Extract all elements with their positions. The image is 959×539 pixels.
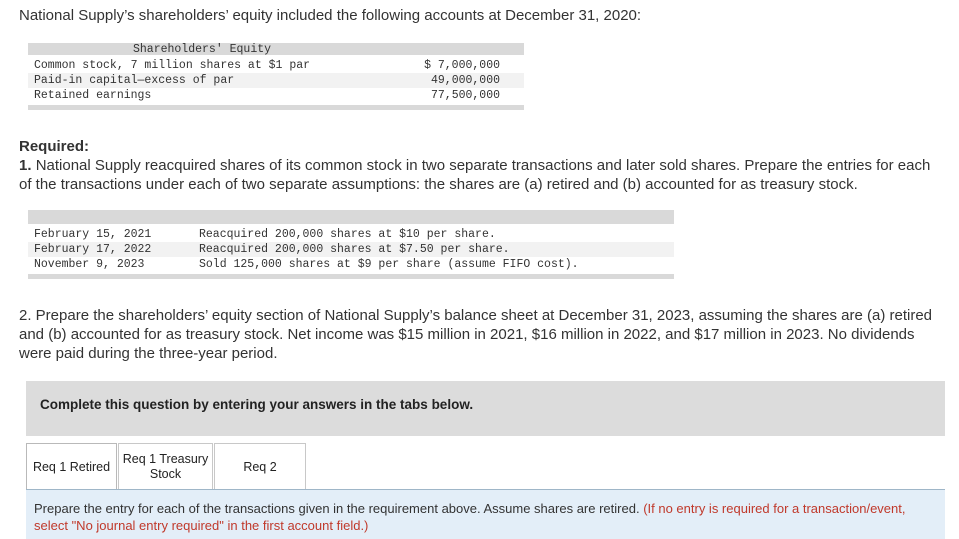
tab-instructions (26, 490, 945, 539)
equity-table-header (28, 43, 524, 55)
tab-label: Req 1 Treasury Stock (122, 452, 209, 481)
equity-table-title: Shareholders' Equity (133, 43, 272, 56)
row-label: Common stock, 7 million shares at $1 par (34, 59, 311, 72)
requirement-1-text: National Supply reacquired shares of its common stock in two separate transactions and later sold shares. Prepare the entries for each of the transactions under each of two separate assumptions: the shares are (a) retired and (b) accounted for as treasury stock. (19, 157, 931, 193)
instructions-banner (26, 381, 945, 436)
intro-text: National Supply’s shareholders’ equity included the following accounts at December 31, 2020: (19, 7, 642, 24)
row-label: Paid-in capital—excess of par (34, 74, 235, 87)
transactions-table (28, 210, 674, 279)
row-label: Retained earnings (34, 89, 152, 102)
transaction-date: February 15, 2021 (34, 228, 152, 241)
complete-question-text: Complete this question by entering your answers in the tabs below. (40, 397, 474, 412)
requirement-1-number: 1. (19, 157, 32, 174)
table-bottom-rule (28, 105, 524, 110)
tab-req-1-retired[interactable] (26, 443, 117, 490)
transactions-table-header (28, 210, 674, 224)
transaction-description: Reacquired 200,000 shares at $7.50 per share. (199, 243, 510, 256)
instruction-text: Prepare the entry for each of the transactions given in the requirement above. Assume shares are retired. (34, 501, 640, 516)
table-row (28, 257, 674, 272)
transaction-description: Reacquired 200,000 shares at $10 per share. (199, 228, 496, 241)
transaction-date: November 9, 2023 (34, 258, 145, 271)
row-amount: $ 7,000,000 (424, 59, 500, 72)
table-row (28, 88, 524, 103)
transaction-description: Sold 125,000 shares at $9 per share (assume FIFO cost). (199, 258, 579, 271)
tab-label: Req 1 Retired (32, 459, 111, 474)
tab-label: Req 2 (243, 459, 277, 474)
row-amount: 77,500,000 (430, 89, 500, 102)
tab-req-2[interactable] (214, 443, 306, 490)
requirement-1 (19, 156, 939, 194)
table-row (28, 73, 524, 88)
equity-table (28, 43, 524, 110)
table-bottom-rule (28, 274, 674, 279)
table-row (28, 227, 674, 242)
table-row (28, 58, 524, 73)
requirement-2: 2. Prepare the shareholders’ equity section of National Supply’s balance sheet at December 31, 2023, assuming the shares are (a) retired and (b) accounted for as treasury stock. Net income was $15 million in 2021, $16 million in 2022, and $17 million in 2023. No dividends were paid during the three-year period. (19, 307, 933, 362)
row-amount: 49,000,000 (430, 74, 500, 87)
transaction-date: February 17, 2022 (34, 243, 152, 256)
required-heading: Required: (19, 138, 90, 155)
tab-req-1-treasury-stock[interactable] (118, 443, 213, 490)
instruction-note: (If no entry is required for a transaction/event, select "No journal entry required" in the first account field.) (34, 501, 906, 533)
table-row (28, 242, 674, 257)
